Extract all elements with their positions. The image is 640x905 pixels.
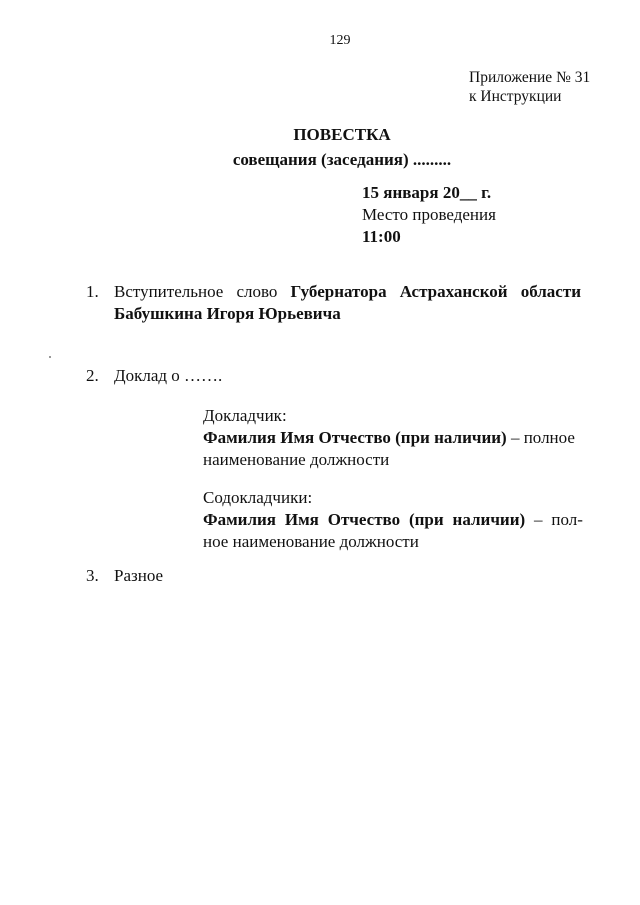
coreporters-word: наличии) [452, 510, 526, 529]
item-3-text: Разное [114, 566, 164, 585]
coreporters-word: пол- [551, 510, 583, 529]
coreporters-word: – [534, 510, 543, 529]
item-1-line-1 [114, 282, 581, 302]
title-main: ПОВЕСТКА [293, 125, 391, 144]
meeting-time: 11:00 [362, 227, 401, 246]
reporter-position-end: наименование должности [203, 450, 390, 469]
item-1-word: Вступительное [114, 282, 224, 301]
page-number: 129 [329, 33, 351, 48]
meeting-date: 15 января 20__ г. [362, 183, 492, 202]
coreporters-label: Содокладчики: [203, 488, 313, 507]
coreporters-line-1 [203, 509, 583, 531]
reporter-position-start: – полное [506, 428, 575, 447]
item-1-number: 1. [86, 282, 99, 301]
coreporters-line-2: ное наименование должности [203, 532, 419, 551]
document-title [0, 122, 640, 172]
reporter-block [203, 405, 583, 471]
reporter-line-1 [203, 427, 583, 449]
title-subtitle: совещания (заседания) ......... [232, 150, 452, 169]
item-1-word: области [520, 282, 581, 301]
appendix-line-2: к Инструкции [469, 88, 562, 105]
appendix-note [469, 68, 590, 106]
reporter-label: Докладчик: [203, 406, 287, 425]
coreporters-block [203, 487, 583, 553]
item-2-number: 2. [86, 366, 99, 385]
item-1-word: Губернатора [290, 282, 387, 301]
item-2-text: Доклад о ……. [114, 366, 223, 385]
item-3-number: 3. [86, 566, 99, 585]
margin-mark [49, 356, 51, 358]
item-1-word: слово [236, 282, 278, 301]
meeting-details [362, 182, 496, 248]
reporter-name: Фамилия Имя Отчество (при наличии) [203, 428, 507, 447]
coreporters-word: Отчество [327, 510, 401, 529]
item-1-line-2: Бабушкина Игоря Юрьевича [114, 304, 341, 323]
coreporters-word: (при [408, 510, 444, 529]
meeting-place: Место проведения [362, 205, 496, 224]
appendix-line-1: Приложение № 31 [469, 69, 591, 86]
item-1-word: Астраханской [399, 282, 508, 301]
coreporters-word: Фамилия [203, 510, 277, 529]
coreporters-word: Имя [284, 510, 319, 529]
